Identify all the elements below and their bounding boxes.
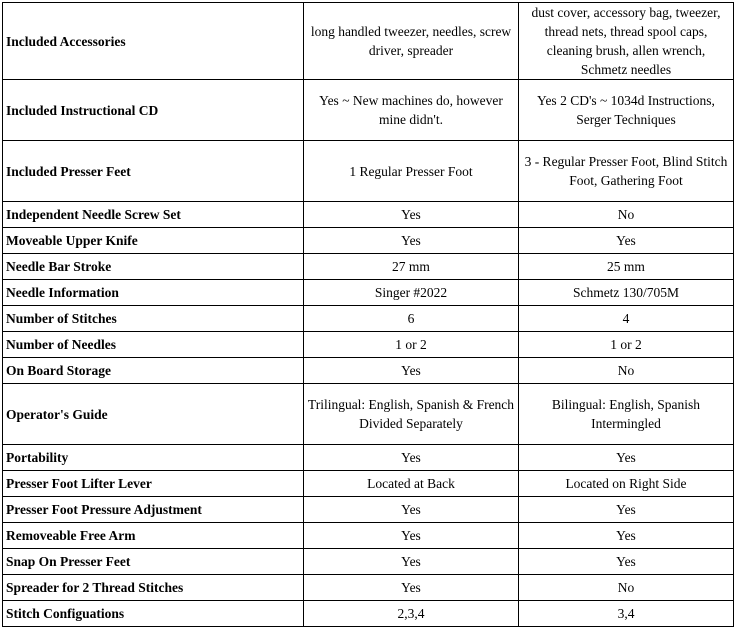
feature-label: Operator's Guide bbox=[3, 384, 304, 445]
table-row bbox=[3, 202, 734, 228]
feature-label: On Board Storage bbox=[3, 358, 304, 384]
machine-a-value: Located at Back bbox=[304, 471, 519, 497]
machine-b-value: Yes bbox=[519, 228, 734, 254]
machine-a-value: Yes bbox=[304, 202, 519, 228]
table-row bbox=[3, 306, 734, 332]
table-row bbox=[3, 254, 734, 280]
feature-label: Needle Information bbox=[3, 280, 304, 306]
table-row bbox=[3, 601, 734, 627]
machine-b-value: No bbox=[519, 575, 734, 601]
feature-label: Included Presser Feet bbox=[3, 141, 304, 202]
feature-label: Needle Bar Stroke bbox=[3, 254, 304, 280]
feature-label: Spreader for 2 Thread Stitches bbox=[3, 575, 304, 601]
table-row bbox=[3, 384, 734, 445]
comparison-table bbox=[2, 2, 734, 627]
table-row bbox=[3, 358, 734, 384]
table-row bbox=[3, 575, 734, 601]
machine-b-value: 4 bbox=[519, 306, 734, 332]
machine-a-value: Yes bbox=[304, 445, 519, 471]
machine-b-value: dust cover, accessory bag, tweezer, thread nets, thread spool caps, cleaning brush, allen wrench, Schmetz needles bbox=[519, 3, 734, 80]
table-row bbox=[3, 549, 734, 575]
machine-b-value: Yes bbox=[519, 445, 734, 471]
machine-a-value: long handled tweezer, needles, screw driver, spreader bbox=[304, 3, 519, 80]
machine-b-value: 1 or 2 bbox=[519, 332, 734, 358]
feature-label: Presser Foot Lifter Lever bbox=[3, 471, 304, 497]
feature-label: Included Accessories bbox=[3, 3, 304, 80]
machine-a-value: Trilingual: English, Spanish & French Divided Separately bbox=[304, 384, 519, 445]
table-row bbox=[3, 332, 734, 358]
machine-a-value: Yes bbox=[304, 549, 519, 575]
table-row bbox=[3, 141, 734, 202]
machine-a-value: 27 mm bbox=[304, 254, 519, 280]
feature-label: Presser Foot Pressure Adjustment bbox=[3, 497, 304, 523]
table-row bbox=[3, 80, 734, 141]
machine-a-value: 6 bbox=[304, 306, 519, 332]
feature-label: Number of Stitches bbox=[3, 306, 304, 332]
feature-label: Independent Needle Screw Set bbox=[3, 202, 304, 228]
table-row bbox=[3, 3, 734, 80]
machine-b-value: 3 - Regular Presser Foot, Blind Stitch Foot, Gathering Foot bbox=[519, 141, 734, 202]
machine-a-value: Yes bbox=[304, 575, 519, 601]
machine-b-value: 3,4 bbox=[519, 601, 734, 627]
table-row bbox=[3, 497, 734, 523]
machine-a-value: 2,3,4 bbox=[304, 601, 519, 627]
machine-a-value: Singer #2022 bbox=[304, 280, 519, 306]
machine-a-value: 1 Regular Presser Foot bbox=[304, 141, 519, 202]
machine-a-value: Yes ~ New machines do, however mine didn't. bbox=[304, 80, 519, 141]
machine-a-value: Yes bbox=[304, 523, 519, 549]
machine-a-value: Yes bbox=[304, 228, 519, 254]
feature-label: Stitch Configuations bbox=[3, 601, 304, 627]
feature-label: Portability bbox=[3, 445, 304, 471]
machine-a-value: Yes bbox=[304, 497, 519, 523]
machine-b-value: Yes bbox=[519, 523, 734, 549]
machine-b-value: Yes 2 CD's ~ 1034d Instructions, Serger Techniques bbox=[519, 80, 734, 141]
table-row bbox=[3, 228, 734, 254]
feature-label: Moveable Upper Knife bbox=[3, 228, 304, 254]
machine-b-value: Located on Right Side bbox=[519, 471, 734, 497]
machine-b-value: Schmetz 130/705M bbox=[519, 280, 734, 306]
machine-b-value: Bilingual: English, Spanish Intermingled bbox=[519, 384, 734, 445]
table-row bbox=[3, 471, 734, 497]
machine-b-value: No bbox=[519, 358, 734, 384]
table-row bbox=[3, 445, 734, 471]
machine-b-value: Yes bbox=[519, 549, 734, 575]
machine-b-value: Yes bbox=[519, 497, 734, 523]
feature-label: Number of Needles bbox=[3, 332, 304, 358]
machine-a-value: Yes bbox=[304, 358, 519, 384]
feature-label: Included Instructional CD bbox=[3, 80, 304, 141]
table-row bbox=[3, 523, 734, 549]
machine-b-value: No bbox=[519, 202, 734, 228]
table-row bbox=[3, 280, 734, 306]
machine-b-value: 25 mm bbox=[519, 254, 734, 280]
feature-label: Snap On Presser Feet bbox=[3, 549, 304, 575]
feature-label: Removeable Free Arm bbox=[3, 523, 304, 549]
machine-a-value: 1 or 2 bbox=[304, 332, 519, 358]
